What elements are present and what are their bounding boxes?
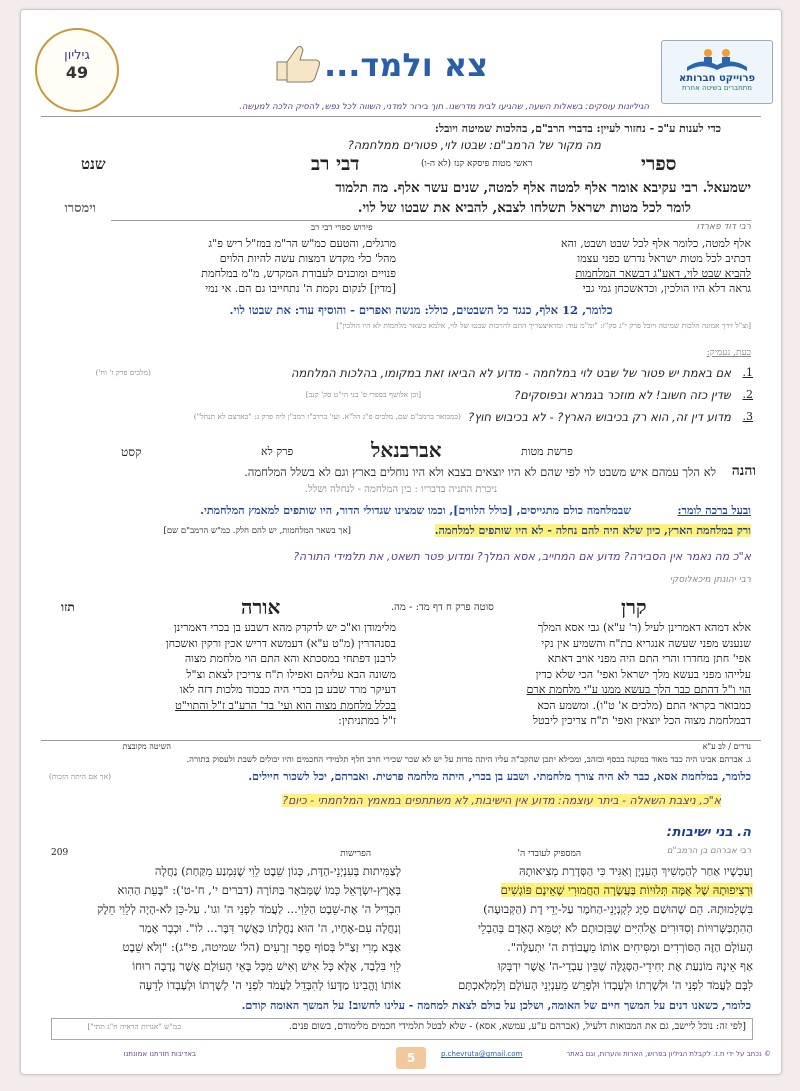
sifrei-page: שנט: [81, 155, 106, 173]
nedarim-summary: כלומר, במלחמת אסא, כבר לא היה צורך מלחמתי. ושבע בן בכרי, היתה מלחמה פרטית. ואברהם, יכל לשכור חיילים.: [248, 770, 751, 783]
highlighted-text: וּרְצִיפוּתָהּ שֶׁל אֻמָּה תְּלוּיוֹת בַּעֲשָׂרָה הַחֲמוּרִי שֶׁאֵינָם פּוֹגְשִׁים: [500, 883, 753, 897]
nedarim-question: [161, 794, 721, 807]
text-line: אוֹתוֹ וֶהֱבִינוֹ מַדָּעוֹ לְהִבָּדֵל לַעֲמֹד לִפְנֵי ה' לְשָׁרְתוֹ וּלְעָבְדוֹ לְדֵעָה: [139, 978, 401, 992]
text-line: אלא דמהא דאמרינן לעיל (ר' ע"א) גבי אסא המלך: [537, 621, 751, 634]
keren-ref: סוטה פרק ח דף מד: - מה.: [391, 602, 494, 613]
sifrei-title-2: דבי רב: [311, 153, 360, 175]
text-line: אַבָּא מָרִי זַצַ"ל בְּסוֹף סֵפֶר זְרָעִים (הל' שמיטה, פי"ג): "וְלֹא שֵׁבֶט: [122, 940, 401, 954]
divider: [41, 740, 761, 741]
logo-title: פרוייקט חברותא: [678, 73, 756, 84]
section-b-left-title: הפרישות: [340, 849, 371, 859]
section-b-column-right: [413, 862, 753, 995]
text-line: דעיקר מרד שבע בן בכרי היה כבכוד מלכות דזה לאו: [179, 683, 396, 696]
text-line: [413, 881, 753, 900]
keren-title: קרן: [621, 595, 647, 619]
abarbanel-section: פרשת מטות: [521, 445, 573, 458]
text-line: לרבנן דפתחי במסכתא והא התם הוי מלחמת מצוה: [184, 652, 396, 665]
sifrei-summary: כלומר, 12 אלף, כנגד כל השבטים, כולל: מנשה ואפרים - והוסיף עוד: את שבטו לוי.: [229, 303, 613, 317]
sifrei-line-2: לומר לכל מטות ישראל תשלחו לצבא, להביא את שבטו של לוי.: [357, 200, 691, 216]
abarbanel-verse: קסט: [121, 445, 142, 459]
text-line: מלימודן וא"כ יש לדקדק מהא דשבע בן בכרי דאמרינן: [173, 621, 396, 634]
text-line: פנויים ומוכנים לעבודת המקדש, מ"מ במלחמת: [201, 267, 396, 280]
text-line: הָעוֹלָם הַזֶּה הַסּוֹרְדִים וּמַסִּיחִים אוֹתוֹ מֵעֲבוֹדַת ה' יִתְעַלֶּה".: [507, 940, 753, 954]
abarbanel-question: א"כ מה נאמר אין הסבירה? מדוע אם המחייב, אסא המלך? ומדוע פטר תשאט, את תלמידי התורה?: [293, 550, 751, 563]
keren-title-2: אורה: [241, 595, 281, 619]
keren-author: רבי יהונתן מיכאלוסקי: [669, 575, 751, 585]
text-line: וְנַחֲלָה עִם-אֶחָיו, ה' הוּא נַחֲלָתוֹ כַּאֲשֶׁר דִּבֶּר... לוֹ". וּכְבָר אָמַר: [139, 921, 401, 935]
issue-badge: [35, 28, 119, 112]
page-number: 5: [396, 1047, 426, 1069]
header: [21, 10, 781, 120]
keren-column-left: [51, 620, 396, 729]
text-line: להביא שבט לוי, דאע"ג דבשאר המלחמות: [575, 267, 751, 280]
section-b-summary: כלומר, כשאנו דנים על המשך חיים של האומה, ושלכן על כולם לצאת למחמה - עלינו לחשוב! על המשך האומה קודם.: [241, 999, 751, 1012]
question-2: שדין כזה חשוב! לא מוזכר בגמרא ובפוסקים?: [514, 388, 731, 402]
sifrei-line-2-end: וימסרו: [64, 201, 96, 216]
text-line: גראה דלא היו הולכין, וכדאשכחן גמי גבי: [582, 282, 751, 295]
sifrei-title: ספרי: [641, 153, 677, 175]
text-line: ז"ל במתניתין:: [338, 714, 396, 727]
intro-line-1: כדי לענות ע"כ - נחזור לעיין: בדברי הרב"ם, בהלכות שמיטה ויובל:: [434, 122, 721, 135]
nedarim-summary-note: (אך אם היתה הזכות): [48, 772, 111, 781]
footer-email[interactable]: p.chevruta@gmail.com: [441, 1050, 523, 1058]
rak-line: [351, 524, 751, 537]
text-line: אלף למטה, כלומר אלף לכל שבט ושבט, והא: [561, 237, 751, 250]
abarbanel-title: אברבנאל: [371, 438, 442, 462]
rak-line-text: ורק במלחמת הארץ, כיון שלא היה להם נחלה - לא היו שותפים למלחמה.: [434, 524, 751, 537]
abarbanel-line-start: והנה: [731, 463, 756, 479]
section-b-right-title: המספיק לעובדי ה': [517, 849, 581, 859]
question-3-number: 3.: [742, 410, 753, 423]
sifrei-summary-note: [וצ"ל דרך אמונה הלכות שמיטה ויובל פרק י"ג סק"ז: "ומ"מ עוד: ומדאיצטריך התם להרבות שבטו של לוי, אלמא בשאר מלחמות לא היו הולכין"]: [336, 321, 751, 330]
abarbanel-line-1: לא הלך עמהם איש משבט לוי לפי שהם לא היו יוצאים בצבא ולא היו נוחלים בארץ וגם לא בשלל המלחמה.: [244, 465, 716, 479]
newsletter-title: צא ולמד...: [323, 46, 489, 84]
question-1: אם באמת יש פטור של שבט לוי במלחמה - מדוע לא הביאו זאת במקומו, בהלכות המלחמה: [291, 366, 731, 380]
issue-label: גיליון: [64, 48, 90, 63]
text-line: מרגלים, והטעם כמ"ש הר"מ במז"ל ריש פ"ג: [208, 237, 396, 250]
footer-right: © נכתב על ידי ח.ז. לקבלת הגיליון בפרוש, הארות והערות, וגם באתר: [566, 1050, 771, 1058]
section-b-column-left: [51, 862, 401, 995]
text-line: וְעַכְשָׁיו אַחַר לְהַמְשִׁיךְ הָעִנְיָן וְאַגִּיד כִּי הַסְּדָרַת מְצִיאוּתָהּ: [518, 864, 753, 878]
text-line: כמבואר בקראי התם (מלכים א' ט"ו). ומשמע הכא: [537, 698, 751, 712]
text-line: עלייהו מפני בעשא מלך ישראל ואפי' הכי שלא כדין: [535, 667, 751, 681]
rak-note: [אך בשאר המלחמות, יש להם חלק. כמ"ש הרמב"ם שם]: [163, 526, 351, 536]
nedarim-label: נדרים / לב ע"א: [702, 742, 751, 751]
text-line: דכתיב לכל מטות ישראל נדרש כפני עצמו: [577, 252, 751, 265]
text-line: לִבָּם לַעֲמֹד לִפְנֵי ה' וּלְשָׁרְתוֹ וּלְעָבְדוֹ וּלְפָרֵשׁ מֵעִנְיְנֵי הָעוֹלָם וְלִמְלַאכְתָּם: [458, 978, 753, 992]
newsletter-page: [20, 9, 782, 1075]
question-1-number: 1.: [742, 366, 753, 379]
logo-subtitle: מתחברים בשיטה אחרת: [681, 84, 753, 92]
question-3: מדוע דין זה, הוא רק בכיבוש הארץ? - לא בכיבוש חוץ?: [468, 410, 731, 424]
text-line: שנענש מפני שעשה אנגריא בת"ח והשמיע אין נקי: [541, 636, 751, 650]
text-line: בִּשְׁלֵמוּתָהּ. הֵם שֶׁהוּשַׁם סִיָּג לִקְנְיָנֵי-הַחֹמֶר עַל-יְדֵי דָת (הַקְּבוּעָה): [483, 902, 753, 916]
text-line: אפי' חתן מחדרו והרי התם היה מפני אויב דאתא: [547, 652, 751, 665]
sifrei-commentary-left: [51, 236, 396, 296]
question-3-note: (כמבואר ברמב"ם שם, מלכים פ"ג הל"א. ועי' ברדב"ז רמב"ן ליה פרק ג: "בארצם לא תנחל"): [193, 412, 461, 421]
footer-left: באדיבות תורתנו אמונתנו: [123, 1050, 196, 1058]
nedarim-question-text: א"כ, ניצבת השאלה - ביתר עוצמה: מדוע אין הישיבות, לא משתתפים במאמץ המלחמתי - כיום?: [282, 794, 721, 807]
sifrei-commentary-right: [406, 236, 751, 296]
text-line: הִבְדִּיל ה' אֶת-שֵׁבֶט הַלֵּוִי... לַעֲמֹד לִפְנֵי ה' וגו'. עַל-כֵּן לֹא-הָיָה לְלֵוִי חֵלֶק: [97, 902, 401, 916]
text-line: משונה הבא עליהם ואפילו ת"ח צריכין לצאת וצ"ל: [186, 667, 396, 681]
text-line: בְּאֶרֶץ-יִשְׂרָאֵל כְּמוֹ שֶׁמְּבֹאָר בַּתּוֹרָה (דברים י', ח'-ט'): "בָּעֵת הַהִוא: [117, 883, 401, 897]
nedarim-text: ג. אברהם אבינו היה כבד מאוד במקנה בכסף ובזהב, ומכילא יתכן שהקב"ה עליו היתה מדות על יש לא שכר שכירי חרב חלף תלמידי החכמים והיו יכולים לשבת ולעסוק בתורה.: [186, 755, 751, 765]
issue-number: 49: [65, 63, 89, 82]
baal-label: ובעל ברכה לומר:: [677, 504, 751, 517]
abarbanel-note: ניכרת התניה בדבריו : בין המלחמה - לנחלה ושלל.: [304, 484, 498, 495]
text-line: דבמלחמת מצוה הכל יוצאין ואפי' ת"ח צריכין ליבטל: [532, 714, 751, 727]
text-line: [מדין] לנקום נקמת ה' נתחייבו גם הם. אי נמי: [205, 282, 396, 295]
text-line: בכלל מלחמת מצוה הוא ועי' בד' הרע"ב ז"ל והתוי"ט: [175, 698, 396, 712]
text-line: מהל' כלי מקדש דמצות עשה להיות הלוים: [219, 252, 396, 265]
text-line: לֵוִי בִּלְבַד, אֶלָּא כָּל אִישׁ וְאִישׁ מִכָּל בָּאֵי הָעוֹלָם אֲשֶׁר נָדְבָה רוּחוֹ: [132, 959, 401, 973]
text-line: הוי ו"ל דהתם כבר הלך בעשא ממנו ע"י מלחמת ארם: [526, 683, 751, 696]
section-heading: ה. בני ישיבות:: [666, 825, 751, 840]
abarbanel-chapter: פרק לא: [261, 445, 294, 458]
intro-line-2: מה מקור של הרמב"ם: שבטו לוי, פטורים ממלחמה?: [347, 138, 601, 152]
commentary-label: פירוש ספרי דבי רב: [311, 223, 373, 233]
nedarim-right-label: השיטה מקובצת: [122, 742, 171, 751]
section-b-author: רבי אברהם בן הרמב"ם: [666, 846, 751, 856]
keren-page: תזו: [61, 600, 75, 614]
text-line: לְצַמִּיתוּת בְּעִנְיְנֵי-הַדָּת, כְּגוֹן שֵׁבֶט לֵוִי שֶׁנִּמְנַע מִקַּחַת) נַחֲלָה: [154, 864, 401, 878]
project-logo: [661, 40, 773, 104]
question-1-note: (מלכים פרק ז' וח'): [95, 368, 151, 377]
baal-line: שבמלחמה כולם מתגייסים, [כולל הלווים], וכמו שמצינו שגדולי הדור, היו שותפים למאמץ המלחמתי.: [200, 504, 631, 517]
tagline: הגיליונות עוסקים: בשאלות השעה, שהגיעו לבית מדרשנו. תוך בירור למדני, השווה לכל נפש, להסיק הלכה למעשה.: [239, 102, 649, 112]
book-logo-icon: [682, 45, 752, 73]
text-line: בסנהדרין (מ"ט ע"א) דעמשא דריש אכין ורקין ואשכחן: [165, 636, 396, 650]
divider: [111, 220, 751, 221]
bottom-note-end: כמ"ש "אגרות הראיה ח"ג תתי"]: [87, 1022, 181, 1031]
pardo-label: רבי דוד פארדו: [696, 222, 751, 232]
text-line: אַף אֵינָהּ מוֹנַעַת אֶת יְחִידֵי-הַסְּגֻלָּה שֶׁבֵּין עַבְדֵי-ה' אֲשֶׁר יִדְבְּקוּ: [497, 959, 753, 973]
keren-column-right: [406, 620, 751, 729]
divider: [41, 116, 761, 117]
sifrei-line-1: ישמעאל. רבי עקיבא אומר אלף למטה אלף למטה, שנים עשר אלף. מה תלמוד: [335, 180, 751, 196]
question-2-number: 2.: [742, 388, 753, 401]
thumbs-up-icon: [271, 40, 326, 85]
questions-label: כעת, נעמיק:: [706, 348, 751, 358]
bottom-note: [לפי זה: נוכל ליישב, גם את המבואות דלעיל, (אברהם ע"ע, עמשא, אסא) - שלא לבטל תלמידי חכמים מלימודם, בשום פנים.: [288, 1021, 746, 1032]
question-2-note: [וכן אלושף בספרי פ' בני הי"ט סק' קנב]: [305, 390, 421, 399]
text-line: הַהִתְכַּשְּׁרוּיוֹת וְסִדּוּרִים אֱלֹהִיִּים שֶׁבִּזְכוּתָם לֹא יְטַמֵּא הָאָדָם בְּהַבְלֵי: [478, 921, 753, 935]
section-b-page: 209: [51, 848, 69, 858]
sifrei-ref: ראשי מטות פיסקא קנז (לא ה-ו): [421, 159, 533, 169]
